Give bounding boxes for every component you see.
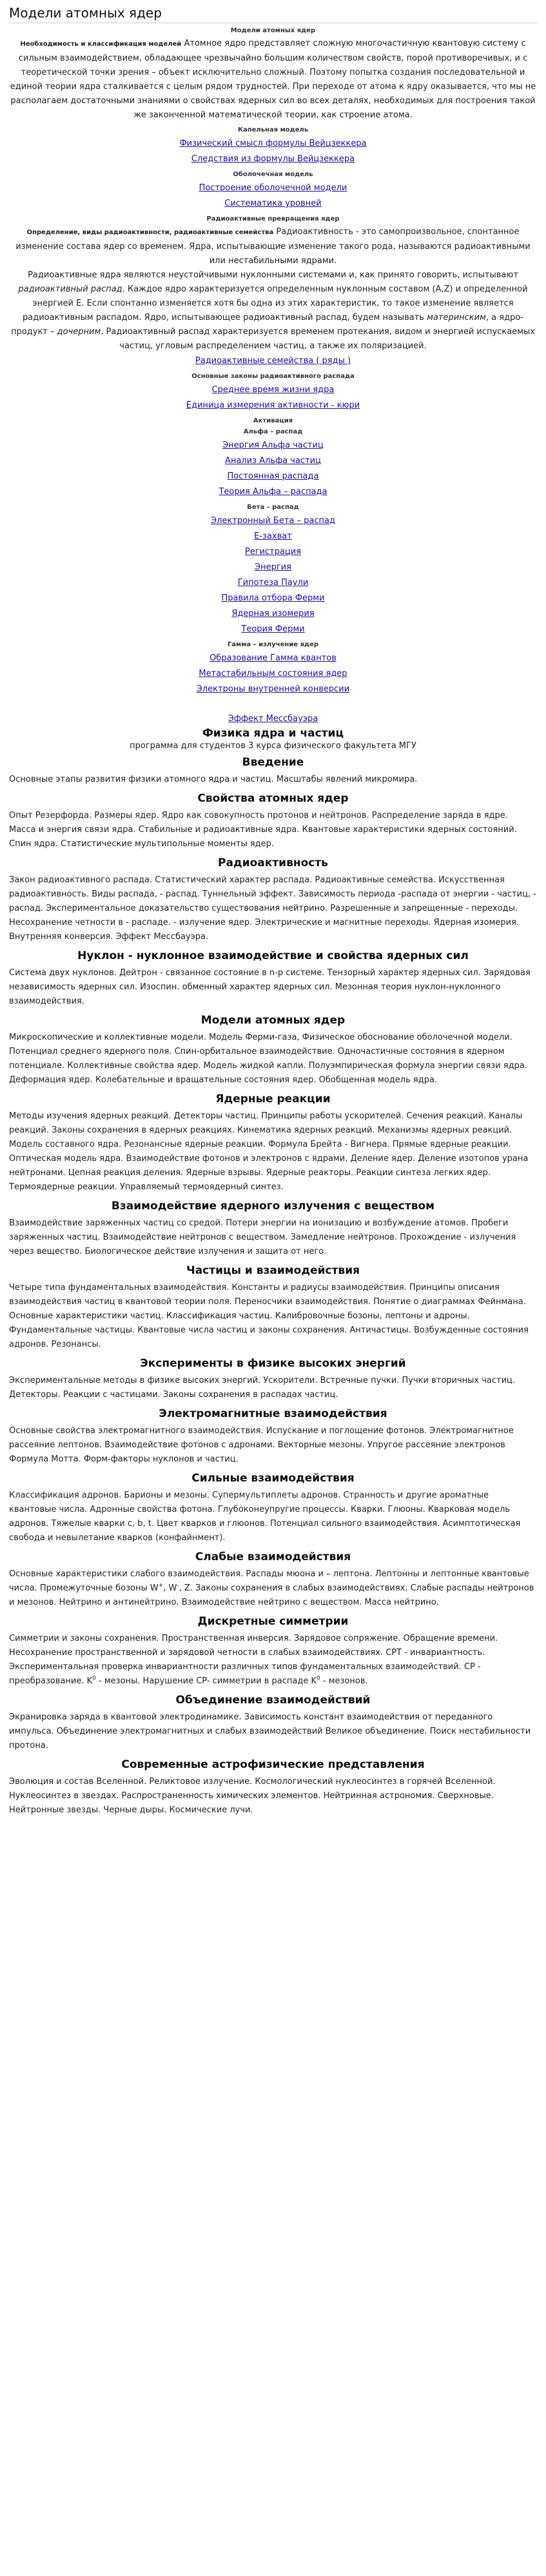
link-weizsacker-meaning[interactable]: Физический смысл формулы Вейцзеккера [179,139,367,148]
section-heading-radiation-matter: Взаимодействие ядерного излучения с веществом [111,1200,435,1213]
section-body-weak [9,1567,537,1610]
section-body-nuclear-models: Микроскопические и коллективные модели. Модель Ферми-газа, Физическое обоснование оболочечной модели. Потенциал среднего ядерного поля. Спин-орбитальное взаимодействие. Одночастичные состояния в ядерном потенциале. Коллективные свойства ядер. Модель жидкой капли. Полуэмпирическая формула энергии связи ядра. Деформация ядер. Колебательные и вращательные состояния ядер. Обобщенная модель ядра. [9,1033,527,1085]
section-heading-astrophysics: Современные астрофизические представления [121,1758,425,1771]
link-registration[interactable]: Регистрация [244,547,302,557]
discrete-sup-2: 0 [317,1675,320,1682]
section-body-intro: Основные этапы развития физики атомного ядра и частиц. Масштабы явлений микромира. [9,775,418,784]
intro-paragraph [9,37,537,123]
link-decay-constant[interactable]: Постоянная распада [227,471,319,481]
section-body-nuclear-properties: Опыт Резерфорда. Размеры ядер. Ядро как совокупность протонов и нейтронов. Распределение заряда в ядре. Масса и энергия связи ядра. Стабильные и радиоактивные ядра. Квантовые характеристики ядерных состояний. Спин ядра. Статистические мультипольные моменты ядер. [9,811,517,849]
radioactive-paragraph-1 [9,225,537,268]
link-radioactive-families[interactable]: Радиоактивные семейства ( ряды ) [195,356,351,366]
shell-model-heading: Оболочечная модель [233,171,313,178]
link-fermi-theory[interactable]: Теория Ферми [241,624,305,634]
weak-text-c: , Z. Законы сохранения в слабых взаимодействиях. Слабые распады нейтронов и мезонов. Нейтрино и антинейтрино. Взаимодействие нейтрино с веществом. Масса нейтрино. [9,1583,534,1607]
intro-text: Атомное ядро представляет сложную многочастичную квантовую систему с сильным взаимодействием, обладающее чрезвычайно большим количеством свойств, порой противоречивых, и с теоретической точки зрения – объект исключительно сложный. Поэтому попытка создания последовательной и единой теории ядра сталкивается с целым рядом трудностей. При переходе от атома к ядру оказывается, что мы не располагаем достаточными знаниями о свойствах ядерных сил во всех деталях, необходимых для построения такой же законченной математической теории, как строение атома. [10,39,536,120]
link-fermi-selection-rules[interactable]: Правила отбора Ферми [221,593,325,603]
section-body-strong: Классификация адронов. Барионы и мезоны. Супермультиплеты адронов. Странность и другие ароматные квантовые числа. Адронные свойства фотона. Глубоконеупругие процессы. Кварки. Глюоны. Кварковая модель адронов. Тяжелые кварки c, b, t. Цвет кварков и глюонов. Потенциал сильного взаимодействия. Асимптотическая свобода и невылетание кварков (конфайнмент). [9,1491,521,1543]
link-gamma-formation[interactable]: Образование Гамма квантов [210,653,336,663]
radioactive-p2a: Радиоактивные ядра являются неустойчивыми нуклонными системами и, как принято говорить, испытывают [28,270,518,280]
discrete-text-b: - мезоны. Нарушение CP- симметрии в распаде K [95,1676,317,1686]
section-heading-electromagnetic: Электромагнитные взаимодействия [159,1407,387,1420]
alpha-heading: Альфа – распад [243,428,303,435]
radioactive-p1: Радиоактивность - это самопроизвольное, спонтанное изменение состава ядер со временем. Ядра, испытывающие изменение такого рода, называются радиоактивными или нестабильными ядрами. [15,227,531,266]
link-pauli-hypothesis[interactable]: Гипотеза Паули [237,578,309,588]
section-body-unification: Экранировка заряда в квантовой электродинамике. Зависимость констант взаимодействия от переданного импульса. Объединение электромагнитных и слабых взаимодействий Великое объединение. Поиск нестабильности протона. [9,1712,531,1750]
link-alpha-analysis[interactable]: Анализ Альфа частиц [225,456,321,466]
radioactive-p2-italic-2: материнским [427,313,486,322]
link-nuclear-isomerism[interactable]: Ядерная изомерия [231,609,315,619]
section-body-discrete [9,1632,537,1689]
discrete-text-c: - мезонов. [320,1676,368,1686]
beta-heading: Бета – распад [247,504,299,511]
section-body-astrophysics: Эволюция и состав Вселенной. Реликтовое излучение. Космологический нуклеосинтез в горячей Вселенной. Нуклеосинтез в звездах. Распространенность химических элементов. Нейтринная астрономия. Сверхновые. Нейтронные звезды. Черные дыры. Космические лучи. [9,1777,496,1815]
spacer [9,697,537,711]
radioactive-heading: Радиоактивные превращения ядер [206,215,340,223]
section-heading-discrete: Дискретные симметрии [197,1615,349,1628]
section-heading-nucleon-interaction: Нуклон - нуклонное взаимодействие и свойства ядерных сил [77,949,469,962]
link-internal-conversion[interactable]: Электроны внутренней конверсии [196,684,350,694]
section-body-particles: Четыре типа фундаментальных взаимодействия. Константы и радиусы взаимодействия. Принципы описания взаимодействия частиц в квантовой теории поля. Переносчики взаимодействия. Понятие о диаграммах Фейнмана. Основные характеристики частиц. Классификация частиц. Калибровочные бозоны, лептоны и адроны. Фундаментальные частицы. Квантовые числа частиц и законы сохранения. Античастицы. Возбужденные состояния адронов. Резонансы. [9,1283,529,1349]
section-body-nuclear-reactions: Методы изучения ядерных реакций. Детекторы частиц. Принципы работы ускорителей. Сечения реакций. Каналы реакций. Законы сохранения в ядерных реакциях. Кинематика ядерных реакций. Механизмы ядерных реакций. Модель составного ядра. Резонансные ядерные реакции. Формула Брейта - Вигнера. Прямые ядерные реакции. Оптическая модель ядра. Взаимодействие фотонов и электронов с ядрами. Деление ядер. Деление изотопов урана нейтронами. Цепная реакция деления. Ядерные взрывы. Ядерные реакторы. Реакции синтеза легких ядер. Термоядерные реакции. Управляемый термоядерный синтез. [9,1111,529,1192]
link-alpha-theory[interactable]: Теория Альфа – распада [219,487,327,497]
section-heading-high-energy: Эксперименты в физике высоких энергий [140,1357,406,1370]
radioactive-p2b: . Каждое ядро характеризуется определенным нуклонным составом (A,Z) и определенной энергией E. Если спонтанно изменяется хотя бы одна из этих характеристик, то такое изменение является радиоактивным распадом. Ядро, испытывающее радиоактивный распад, будем называть [23,284,528,322]
link-shell-construction[interactable]: Построение оболочечной модели [199,183,347,193]
section-body-high-energy: Экспериментальные методы в физике высоких энергий. Ускорители. Встречные пучки. Пучки вторичных частиц. Детекторы. Реакции с частицами. Законы сохранения в распадах частиц. [9,1376,516,1400]
link-metastable-states[interactable]: Метастабильным состояния ядер [199,669,347,679]
drop-model-heading: Капельная модель [237,126,309,134]
link-e-capture[interactable]: Е-захват [254,531,292,541]
discrete-text-a: Симметрии и законы сохранения. Пространственная инверсия. Зарядовое сопряжение. Обращение времени. Несохранение пространственной и зарядовой четности в слабых взаимодействиях. CPT - инвариантность. Экспериментальная проверка инвариантности различных типов фундаментальных взаимодействий. CP - преобразование. K [9,1634,498,1686]
radioactive-p2-italic: радиоактивный распад [18,284,122,294]
section-heading-radioactivity: Радиоактивность [218,857,328,869]
radioactive-p2d: . Радиоактивный распад характеризуется временем протекания, видом и энергией испускаемых частиц, угловым распределением частиц, а также их поляризацией. [101,327,535,351]
radioactive-p2c: , а ядро-продукт – [11,313,523,337]
weak-sup-plus: + [158,1582,164,1589]
link-energy[interactable]: Энергия [255,562,291,572]
section-body-radioactivity: Закон радиоактивного распада. Статистический характер распада. Радиоактивные семейства. Искусственная радиоактивность. Виды распада, - распад. Туннельный эффект. Зависимость периода -распада от энергии - частиц, - распад. Экспериментальное доказательство существования нейтрино. Разрешенные и запрещенные - переходы. Несохранение четности в - распаде. - излучение ядер. Электрические и магнитные переходы. Ядерная изомерия. Внутренняя конверсия. Эффект Мессбауэра. [9,875,536,942]
link-curie-unit[interactable]: Единица измерения активности - кюри [186,401,360,410]
link-mossbauer-effect[interactable]: Эффект Мессбауэра [228,714,318,724]
section-body-radiation-matter: Взаимодействие заряженных частиц со средой. Потери энергии на ионизацию и возбуждение атомов. Пробеги заряженных частиц. Взаимодействие нейтронов с веществом. Замедление нейтронов. Прохождение - излучения через вещество. Биологическое действие излучения и защита от него. [9,1218,516,1256]
intro-lead: Необходимость и классификация моделей [20,41,182,48]
section-body-nucleon-interaction: Система двух нуклонов. Дейтрон - связанное состояние в n-p системе. Тензорный характер ядерных сил. Зарядовая независимость ядерных сил. Изоспин. обменный характер ядерных сил. Мезонная теория нуклон-нуклонного взаимодействия. [9,968,531,1006]
discrete-sup-1: 0 [92,1675,96,1682]
radioactive-p2-italic-3: дочерним [57,327,101,337]
section-heading-intro: Введение [242,756,304,769]
section-body-electromagnetic: Основные свойства электромагнитного взаимодействия. Испускание и поглощение фотонов. Электромагнитное рассеяние лептонов. Взаимодействие фотонов с адронами. Векторные мезоны. Упругое рассеяние электронов Формула Мотта. Форм-факторы нуклонов и частиц. [9,1426,514,1464]
course-title: Физика ядра и частиц [202,727,344,740]
page-title: Модели атомных ядер [9,5,537,23]
intro-heading: Модели атомных ядер [230,27,316,34]
activation-heading: Активация [253,417,293,424]
link-mean-lifetime[interactable]: Среднее время жизни ядра [211,385,335,395]
link-electron-beta[interactable]: Электронный Бета – распад [211,516,335,526]
section-heading-nuclear-properties: Свойства атомных ядер [197,792,349,805]
weak-text-a: Основные характеристики слабого взаимодействия. Распады мюона и – лептона. Лептонны и лептонные квантовые числа. Промежуточные бозоны W [9,1569,529,1593]
section-heading-strong: Сильные взаимодействия [191,1472,355,1485]
section-heading-nuclear-reactions: Ядерные реакции [215,1093,331,1105]
section-heading-unification: Объединение взаимодействий [175,1694,371,1707]
weak-sup-minus: - [177,1582,179,1589]
radioactive-paragraph-2 [9,268,537,353]
radioactive-lead: Определение, виды радиоактивности, радиоактивные семейства [26,229,274,236]
link-alpha-energy[interactable]: Энергия Альфа частиц [222,441,324,450]
page [5,0,541,1818]
laws-heading: Основные законы радиоактивного распада [191,373,355,380]
weak-text-b: , W [163,1583,177,1593]
link-weizsacker-consequences[interactable]: Следствия из формулы Вейцзеккера [191,154,355,164]
section-heading-nuclear-models: Модели атомных ядер [200,1014,346,1027]
section-heading-particles: Частицы и взаимодействия [186,1264,360,1277]
gamma-heading: Гамма – излучение ядер [227,641,319,648]
section-heading-weak: Слабые взаимодействия [195,1551,351,1563]
course-subtitle: программа для студентов 3 курса физического факультета МГУ [130,741,416,751]
link-level-systematics[interactable]: Систематика уровней [224,199,322,208]
